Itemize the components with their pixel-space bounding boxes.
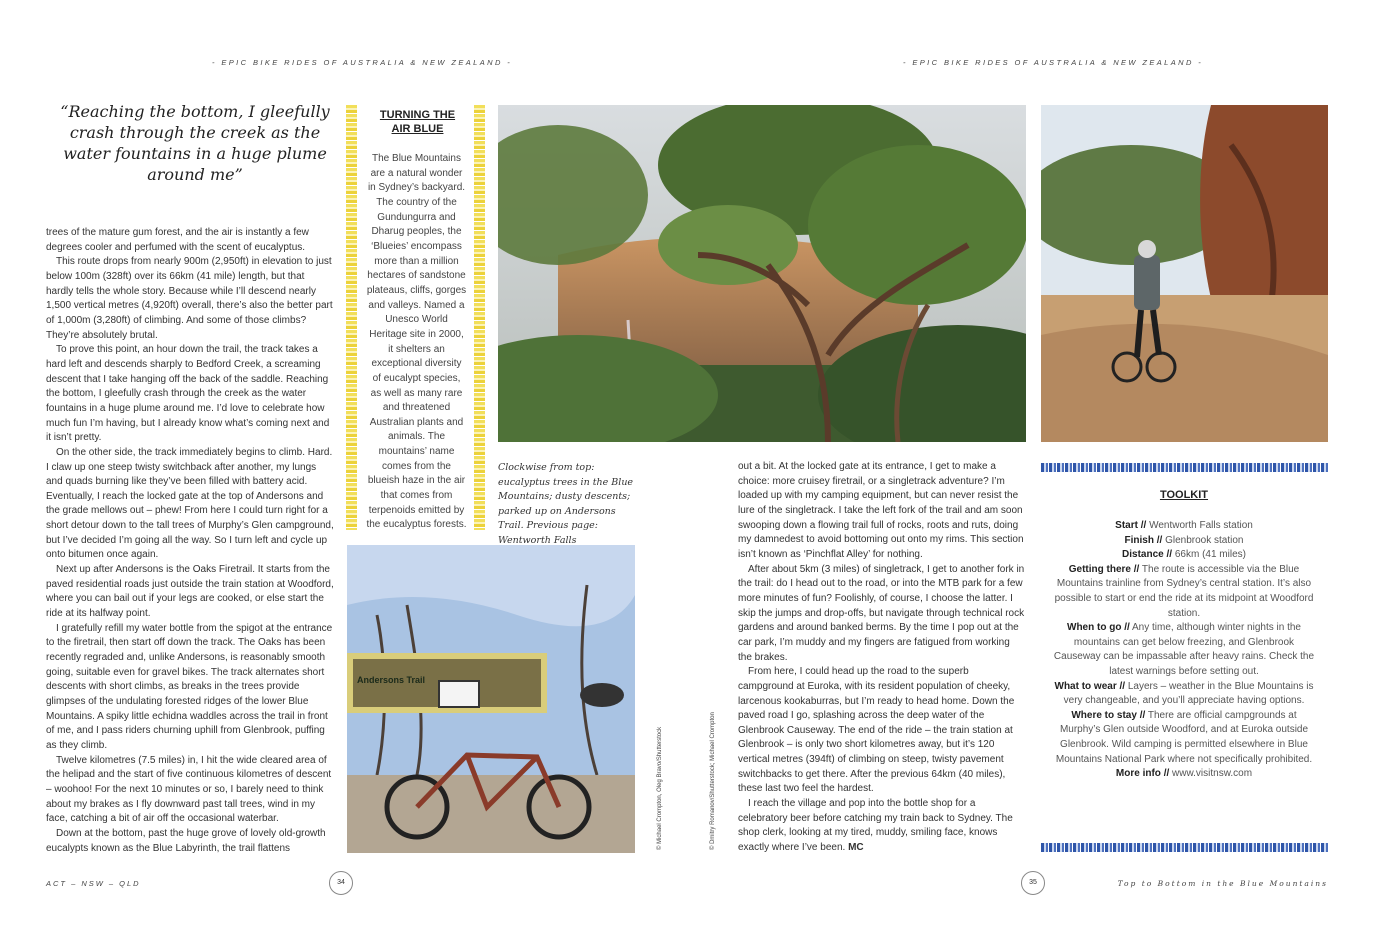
paragraph: This route drops from nearly 900m (2,950ft) in elevation to just below 100m (328ft) over its 66km (41 mile) length, but that hardly tells the whole story. Because while I’ll descend nearly 1,500 vertical metres (4,920ft) overall, there’s also the better part of 1,000m (3,280ft) of climbing. And some of those climbs? They’re absolutely brutal. [46, 256, 333, 341]
toolkit-item-what-to-wear: What to wear // Layers – weather in the Blue Mountains is very changeable, and you’ll appreciate having options. [1054, 680, 1314, 707]
toolkit-item-start: Start // Wentworth Falls station [1115, 520, 1253, 531]
photo-credit-right: © Dmitry Romanov/Shutterstock; Michael Crompton [710, 712, 716, 850]
paragraph: Next up after Andersons is the Oaks Firetrail. It starts from the paved residential roads just outside the train station at Woodford, where you can bail out if your legs are cooked, or else start the ride at its halfway point. [46, 564, 334, 620]
paragraph-text: I reach the village and pop into the bottle shop for a celebratory beer before catching my train back to Sydney. The shop clerk, looking at my tired, muddy, smiling face, knows exactly where I’ve been. [738, 798, 1013, 854]
paragraph: I gratefully refill my water bottle from the spigot at the entrance to the firetrail, then start off down the track. The Oaks has been recently regraded and, unlike Andersons, is reasonably smooth going, suitable even for gravel bikes. The track alternates short descents with short climbs, as breaks in the trees provide glimpses of the undulating forested ridges of the lower Blue Mountains. A spiky little echidna waddles across the trail in front of me, and I pass riders churning uphill from Glenbrook, puffing as they climb. [46, 622, 333, 751]
paragraph [738, 797, 1026, 856]
toolkit-item-finish: Finish // Glenbrook station [1124, 534, 1244, 546]
paragraph: After about 5km (3 miles) of singletrack, I get to another fork in the trail: do I head out to the road, or into the MTB park for a few more minutes of fun? Foolishly, of course, I choose the latter. I skip the jumps and drop-offs, but navigate through technical rock gardens and around banked berms. By the time I pop out at the car park, I’m muddy and my fingers are fatigued from working the brakes. [738, 563, 1025, 663]
paragraph: From here, I could head up the road to the superb campground at Euroka, with its resident population of cheeky, larcenous kookaburras, but I’m ready to head home. Down the paved road I go, splashing across the deep water of the Glenbrook Causeway. The end of the ride – the train station at Glenbrook – is only two short kilometres away, but it’s 120 vertical metres (394ft) of climbing on steep, twisty pavement switchbacks to get there. After the previous 64km (40 miles), these last two feel the hardest. [738, 666, 1015, 795]
sidebar-border-right [474, 105, 485, 530]
paragraph: trees of the mature gum forest, and the air is instantly a few degrees cooler and perfumed with the scent of eucalyptus. [46, 227, 309, 253]
pull-quote: “Reaching the bottom, I gleefully crash through the creek as the water fountains in a huge plume around me” [60, 102, 330, 184]
toolkit-title: TOOLKIT [1159, 489, 1209, 501]
sidebar-title: TURNING THE AIR BLUE [379, 109, 456, 135]
bike-sign-illustration [347, 545, 635, 853]
toolkit-item-when-to-go: When to go // Any time, although winter nights in the mountains can get below freezing, and Glenbrook Causeway can be impassable after heavy rains. Check the latest warnings before setting out. [1053, 622, 1315, 677]
toolkit-border-bottom [1041, 843, 1328, 852]
page-number-left: 34 [329, 871, 353, 895]
sidebar-border-left [346, 105, 357, 530]
trail-sign-text: Andersons Trail [357, 675, 426, 685]
website-link[interactable]: www.visitnsw.com [1169, 768, 1253, 780]
paragraph: out a bit. At the locked gate at its entrance, I get to make a choice: more cruisey firetrail, or a singletrack adventure? I’m loaded up with my camping equipment, but can never resist the lure of the singletrack. I take the left fork of the trail and am soon swooping down a flowing trail full of rocks, roots and ruts, doing my damnedest to avoid bottoming out onto my rims. This section isn’t known as ‘Pinchflat Alley’ for nothing. [738, 461, 1024, 560]
photo-caption: Clockwise from top: eucalyptus trees in the Blue Mountains; dusty descents; parked up on Andersons Trail. Previous page: Wentworth Falls [498, 462, 634, 546]
paragraph: To prove this point, an hour down the trail, the track takes a hard left and descends sharply to Bedford Creek, a screaming descent that I take hanging off the back of the saddle. Reaching the bottom, I gleefully crash through the creek as the water fountains in a huge plume around me. I’d love to celebrate how much fun I’m having, but I already know what’s coming next and it isn’t pretty. [46, 344, 330, 444]
body-column-2 [738, 460, 1026, 856]
photo-credit-left: © Michael Crompton, Oleg Bravo/Shutterstock [657, 726, 663, 850]
body-column-1 [46, 226, 334, 856]
footer-region: ACT – NSW – QLD [46, 879, 141, 888]
footer-chapter-title: Top to Bottom in the Blue Mountains [1117, 879, 1328, 888]
photo-andersons-trail [347, 545, 635, 853]
toolkit-item-where-to-stay: Where to stay // There are official campgrounds at Murphy’s Glen outside Woodford, and at Euroka outside Glenbrook. Wild camping is permitted elsewhere in Blue Mountains National Park where not specifically prohibited. [1055, 709, 1313, 765]
toolkit-list [1050, 519, 1318, 782]
photo-eucalyptus-valley [498, 105, 1026, 442]
toolkit-item-getting-there: Getting there // The route is accessible via the Blue Mountains trainline from Sydney’s central station. It’s also possible to start or end the ride at its midpoint at Woodford station. [1054, 563, 1314, 619]
page-number-right: 35 [1021, 871, 1045, 895]
eucalyptus-illustration [498, 105, 1026, 442]
toolkit-item-distance: Distance // 66km (41 miles) [1122, 549, 1246, 561]
byline: MC [848, 842, 864, 854]
paragraph: Down at the bottom, past the huge grove of lovely old-growth eucalypts known as the Blue Labyrinth, the trail flattens [46, 827, 326, 854]
cyclist-illustration [1041, 105, 1328, 442]
sidebar-text: The Blue Mountains are a natural wonder in Sydney’s backyard. The country of the Gundungurra and Dharug peoples, the ‘Blueies’ encompass more than a million hectares of sandstone plateaus, cliffs, gorges and valleys. Named a Unesco World Heritage site in 2000, it shelters an exceptional diversity of eucalypt species, as well as many rare and threatened Australian plants and animals. The mountains’ name comes from the blueish haze in the air that comes from terpenoids emitted by the eucalyptus forests. [366, 153, 467, 531]
toolkit-item-more-info: More info // www.visitnsw.com [1115, 768, 1253, 780]
toolkit-border-top [1041, 463, 1328, 472]
running-header-right: - EPIC BIKE RIDES OF AUSTRALIA & NEW ZEALAND - [903, 58, 1204, 67]
paragraph: On the other side, the track immediately begins to climb. Hard. I claw up one steep twisty switchback after another, my lungs and quads burning like they’ve been filled with battery acid. Eventually, I reach the locked gate at the top of Andersons and the grade mellows out – phew! From here I could turn right for a short detour down to the tall trees of Murphy’s Glen campground, but I’ve decided I’m going all the way. So I turn left and cycle up onto bitumen once again. [46, 446, 334, 561]
paragraph: Twelve kilometres (7.5 miles) in, I hit the wide cleared area of the helipad and the start of five continuous kilometres of descent – woohoo! For the next 10 minutes or so, I barely need to think about my brakes as I fly downward past tall trees, wind in my face, catching a bit of air off the occasional waterbar. [46, 754, 332, 825]
photo-dusty-descent [1041, 105, 1328, 442]
running-header-left: - EPIC BIKE RIDES OF AUSTRALIA & NEW ZEALAND - [212, 58, 513, 67]
